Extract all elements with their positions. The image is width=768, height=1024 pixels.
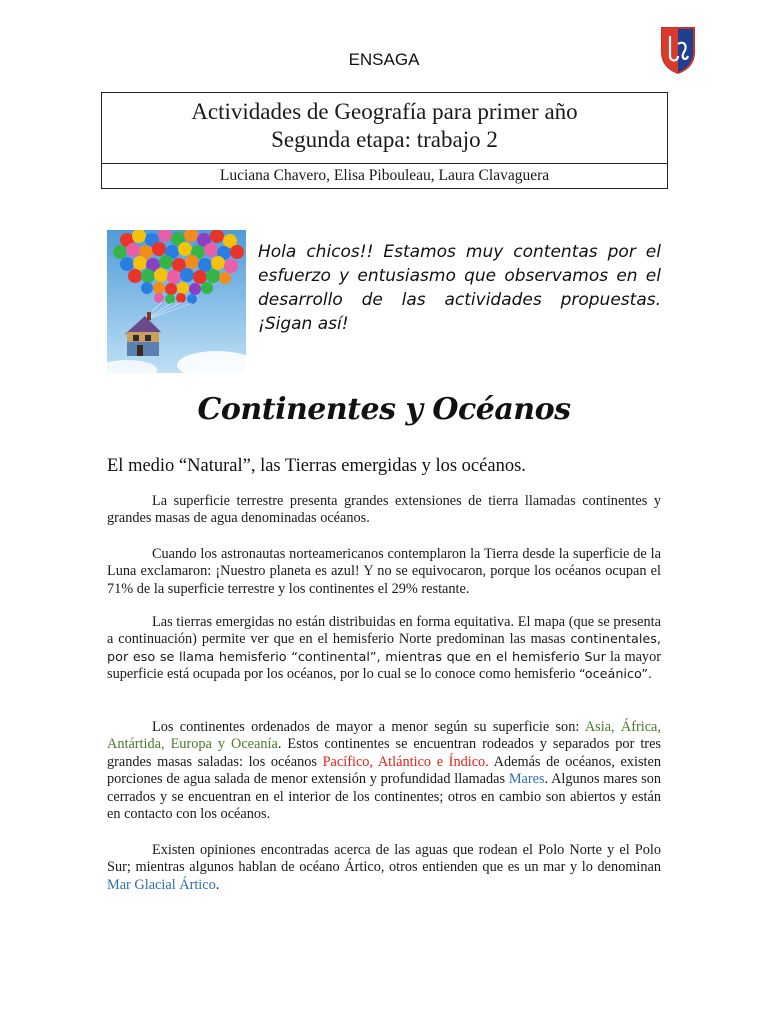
section-heading: Continentes y Océanos <box>197 392 571 427</box>
paragraph-3 <box>107 614 661 684</box>
title-box <box>101 92 668 189</box>
paragraph-4-text-a: Los continentes ordenados de mayor a menor según su superficie son: <box>152 719 585 735</box>
mares-term: Mares <box>508 771 545 788</box>
subheading: El medio “Natural”, las Tierras emergidas y los océanos. <box>107 456 526 476</box>
paragraph-4-text-d: . Algunos mares son cerrados y se encuentran en el interior de los continentes; otros en cambio son abiertos y están en contacto con los océanos. <box>107 771 661 823</box>
paragraph-3-text-b: continentales, por eso se llama hemisferio “continental”, mientras que en el hemisferio Sur <box>107 632 661 665</box>
paragraph-3-text-c: la mayor superficie está ocupada por los océanos, por lo cual se lo conoce como hemisferio <box>107 648 661 683</box>
continents-list: Asia, África, Antártida, Europa y Oceanía <box>107 719 661 753</box>
balloon-house-image <box>107 230 246 373</box>
paragraph-5-text-a: Existen opiniones encontradas acerca de las aguas que rodean el Polo Norte y el Polo Sur; mientras algunos hablan de océano Ártico, otros entienden que es un mar y lo denominan <box>107 842 661 876</box>
paragraph-5-text-b: . <box>215 876 220 893</box>
paragraph-1-text: La superficie terrestre presenta grandes extensiones de tierra llamadas continentes y grandes masas de agua denominadas océanos. <box>107 493 661 527</box>
paragraph-4-text-b: . Estos continentes se encuentran rodeados y separados por tres grandes masas saladas: los océanos <box>107 736 661 770</box>
greeting-message: Hola chicos!! Estamos muy contentas por el esfuerzo y entusiasmo que observamos en el desarrollo de las actividades propuestas. ¡Sigan así! <box>258 242 661 334</box>
school-crest-icon <box>660 26 696 74</box>
paragraph-2-text: Cuando los astronautas norteamericanos contemplaron la Tierra desde la superficie de la Luna exclamaron: ¡Nuestro planeta es azul! Y no se equivocaron, porque los océanos ocupan el 71% de la superficie terrestre y los continentes el 29% restante. <box>107 546 661 597</box>
paragraph-3-text-d: “oceánico”. <box>579 667 653 683</box>
title-line-1: Actividades de Geografía para primer año <box>191 99 578 124</box>
school-name: ENSAGA <box>348 50 420 69</box>
paragraph-4 <box>107 719 661 823</box>
authors: Luciana Chavero, Elisa Pibouleau, Laura Clavaguera <box>219 167 550 184</box>
oceans-list: Pacífico, Atlántico e Índico. <box>322 753 489 770</box>
paragraph-3-text-a: Las tierras emergidas no están distribuidas en forma equitativa. El mapa (que se presenta a continuación) permite ver que en el hemisferio Norte predominan las masas <box>107 614 661 648</box>
title-line-2: Segunda etapa: trabajo 2 <box>271 127 498 152</box>
paragraph-2 <box>107 546 661 598</box>
paragraph-4-text-c: Además de océanos, existen porciones de agua salada de menor extensión y profundidad llamadas <box>107 753 662 788</box>
paragraph-5 <box>107 842 661 894</box>
paragraph-1 <box>107 493 661 528</box>
title-block <box>102 93 667 164</box>
mar-glacial-term: Mar Glacial Ártico <box>107 876 216 893</box>
